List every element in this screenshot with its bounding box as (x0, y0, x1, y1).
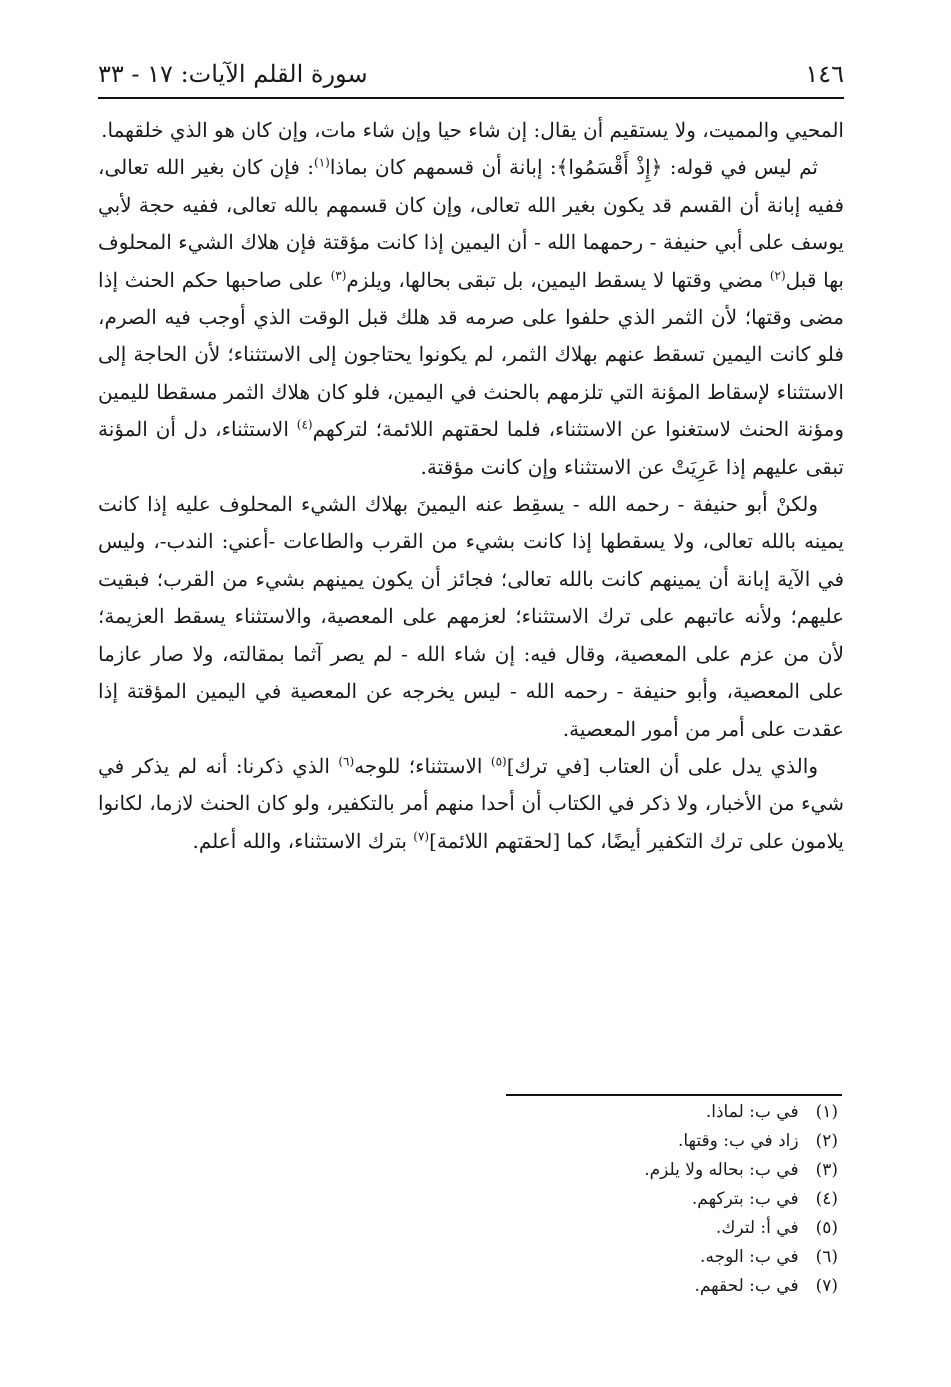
footnote-text: في ب: لماذا. (705, 1102, 799, 1122)
paragraph-4-part-b: الاستثناء؛ للوجه (354, 753, 491, 778)
paragraph-2-part-d: على صاحبها حكم الحنث إذا مضى وقتها؛ لأن الثمر الذي حلفوا على صرمه قد هلك قبل الوقت الذي أوجب فيه الصرم، فلو كانت اليمين تسقط عنهم بهلاك الثمر، لم يكونوا يحتاجون إلى الاستثناء؛ لأن الحاجة إلى الاستثناء لإسقاط المؤنة التي تلزمهم بالحنث في اليمين، فلو كان هلاك الثمر مسقطا لليمين ومؤنة الحنث لاستغنوا عن الاستثناء، فلما لحقتهم اللائمة؛ لتركهم (98, 267, 844, 442)
footnote-number: (٣) (815, 1160, 838, 1180)
footnote-ref-2: (٢) (769, 267, 786, 282)
footnote-number: (١) (815, 1102, 838, 1122)
paragraph-4-part-c: الذي ذكرنا: أنه لم يذكر في شيء من الأخبار، ولا ذكر في الكتاب أن أحدا منهم أمر بالتكفير، ولو كان الحنث لازما، لكانوا يلامون على ترك التكفير أيضًا، كما [لحقتهم اللائمة] (98, 753, 844, 853)
paragraph-4-part-d: بترك الاستثناء، والله أعلم. (192, 828, 414, 853)
footnote-item (98, 1243, 838, 1272)
paragraph-3: ولكنْ أبو حنيفة - رحمه الله - يسقِط عنه اليمينَ بهلاك الشيء المحلوف عليه إذا كانت يمينه بالله تعالى، ولا يسقطها إذا كانت بشيء من القرب والطاعات -أعني: الندب-، وليس في الآية إبانة أن يمينهم كانت بالله تعالى؛ فجائز أن يكون يمينهم بشيء من القرب؛ فبقيت عليهم؛ ولأنه عاتبهم على ترك الاستثناء؛ لعزمهم على المعصية، والاستثناء يسقط العزيمة؛ لأن من عزم على المعصية، وقال فيه: إن شاء الله - لم يصر آثما بمقالته، ولا صار عازما على المعصية، وأبو حنيفة - رحمه الله - ليس يخرجه عن المعصية في اليمين المؤقتة إذا عقدت على أمر من أمور المعصية. (98, 492, 845, 741)
footnote-number: (٢) (815, 1131, 838, 1151)
footnote-item (98, 1272, 838, 1301)
page-number: ١٤٦ (805, 60, 844, 88)
footnote-ref-4: (٤) (296, 417, 313, 432)
paragraph-2 (98, 149, 844, 486)
paragraph-2-part-b: : فإن كان بغير الله تعالى، ففيه إبانة أن القسم قد يكون بغير الله تعالى، وإن كان قسمهم بالله تعالى، ففيه حجة لأبي يوسف على أبي حنيفة - رحمهما الله - أن اليمين إذا كانت مؤقتة فإن هلاك الشيء المحلوف بها قبل (98, 155, 844, 292)
footnote-divider (506, 1094, 842, 1096)
footnote-item (98, 1127, 838, 1156)
main-text (98, 112, 844, 860)
footnotes (98, 1098, 838, 1301)
paragraph-4 (98, 748, 844, 860)
footnote-ref-6: (٦) (338, 754, 355, 769)
paragraph-1: المحيي والمميت، ولا يستقيم أن يقال: إن شاء حيا وإن شاء مات، وإن كان هو الذي خلقهما. (101, 118, 844, 142)
paragraph-4-part-a: والذي يدل على أن العتاب [في ترك] (506, 753, 818, 778)
footnote-ref-7: (٧) (413, 829, 430, 844)
footnote-ref-5: (٥) (490, 754, 507, 769)
footnote-number: (٧) (815, 1276, 838, 1296)
footnote-item (98, 1156, 838, 1185)
footnote-text: زاد في ب: وقتها. (677, 1131, 799, 1151)
page-header (98, 56, 844, 92)
running-title: سورة القلم الآيات: ١٧ - ٣٣ (98, 60, 368, 88)
footnote-text: في أ: لترك. (715, 1218, 799, 1238)
footnote-item (98, 1214, 838, 1243)
footnote-text: في ب: بحاله ولا يلزم. (644, 1160, 799, 1180)
paragraph-2-part-c: مضي وقتها لا يسقط اليمين، بل تبقى بحالها، ويلزم (346, 267, 770, 292)
footnote-item (98, 1098, 838, 1127)
paragraph-2-part-e: الاستثناء، دل أن المؤنة تبقى عليهم إذا عَرِيَتْ عن الاستثناء وإن كانت مؤقتة. (98, 417, 844, 479)
header-divider (98, 97, 844, 99)
footnote-text: في ب: بتركهم. (691, 1189, 799, 1209)
footnote-ref-1: (١) (314, 155, 330, 170)
paragraph-2-part-a: ثم ليس في قوله: ﴿إِذْ أَقْسَمُوا﴾: إبانة أن قسمهم كان بماذا (329, 155, 818, 180)
footnote-text: في ب: لحقهم. (694, 1276, 799, 1296)
footnote-ref-3: (٣) (330, 267, 347, 282)
footnote-number: (٥) (815, 1218, 838, 1238)
footnote-number: (٤) (815, 1189, 838, 1209)
footnote-number: (٦) (815, 1247, 838, 1267)
footnote-item (98, 1185, 838, 1214)
footnote-text: في ب: الوجه. (700, 1247, 799, 1267)
